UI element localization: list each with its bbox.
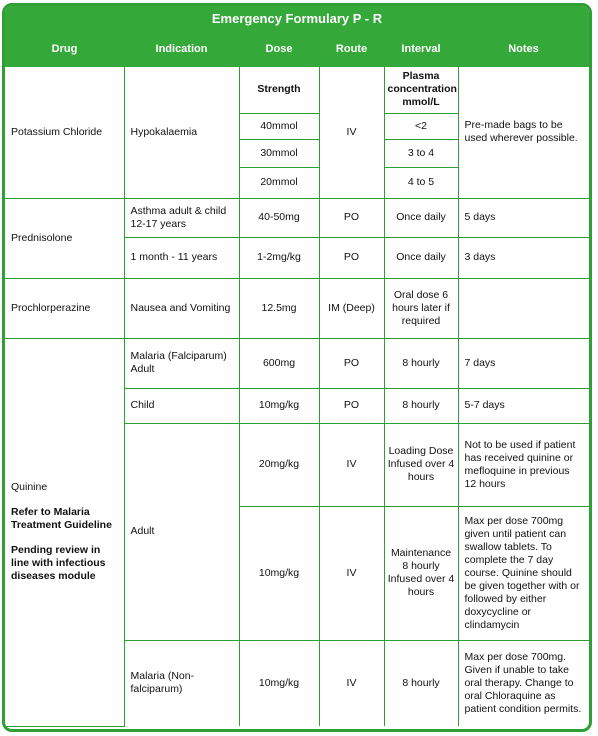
dose-subheader: Strength xyxy=(239,67,319,113)
notes-cell: 5 days xyxy=(458,198,589,237)
dose-cell: 40-50mg xyxy=(239,198,319,237)
route-cell: PO xyxy=(319,338,384,388)
interval-cell: 8 hourly xyxy=(384,640,458,726)
col-header-notes: Notes xyxy=(508,43,539,55)
indication-cell: 1 month - 11 years xyxy=(124,237,239,278)
indication-cell: Adult xyxy=(124,423,239,640)
drug-cell xyxy=(5,338,124,726)
formulary-table-frame xyxy=(2,3,592,732)
notes-cell: Not to be used if patient has received quinine or mefloquine in previous 12 hours xyxy=(458,423,589,506)
notes-cell: 3 days xyxy=(458,237,589,278)
table-row xyxy=(5,67,589,113)
dose-cell: 1-2mg/kg xyxy=(239,237,319,278)
col-header-dose: Dose xyxy=(265,43,293,55)
indication-cell: Malaria (Falciparum) Adult xyxy=(124,338,239,388)
column-headers xyxy=(5,31,589,67)
review-pending-note: Pending review in line with infectious diseases module xyxy=(11,544,106,582)
notes-cell: 5-7 days xyxy=(458,388,589,423)
interval-cell: Oral dose 6 hours later if required xyxy=(384,278,458,338)
drug-cell: Potassium Chloride xyxy=(5,67,124,198)
route-cell: IV xyxy=(319,506,384,640)
dose-cell: 10mg/kg xyxy=(239,388,319,423)
table-row xyxy=(5,278,589,338)
interval-cell: Once daily xyxy=(384,198,458,237)
interval-cell: 4 to 5 xyxy=(384,167,458,198)
formulary-table xyxy=(5,67,589,727)
notes-cell xyxy=(458,278,589,338)
col-header-indication: Indication xyxy=(155,43,208,55)
interval-cell: Loading Dose Infused over 4 hours xyxy=(384,423,458,506)
malaria-guideline-note: Refer to Malaria Treatment Guideline xyxy=(11,506,112,531)
indication-cell: Malaria (Non-falciparum) xyxy=(124,640,239,726)
drug-name: Quinine xyxy=(11,481,48,493)
interval-cell: <2 xyxy=(384,113,458,139)
dose-cell: 600mg xyxy=(239,338,319,388)
route-cell: IV xyxy=(319,67,384,198)
route-cell: IV xyxy=(319,423,384,506)
route-cell: PO xyxy=(319,198,384,237)
dose-cell: 20mg/kg xyxy=(239,423,319,506)
notes-cell: Pre-made bags to be used wherever possible. xyxy=(458,67,589,198)
interval-cell: 3 to 4 xyxy=(384,139,458,167)
indication-cell: Asthma adult & child 12-17 years xyxy=(124,198,239,237)
indication-cell: Nausea and Vomiting xyxy=(124,278,239,338)
interval-cell: 8 hourly xyxy=(384,338,458,388)
col-header-interval: Interval xyxy=(401,43,441,55)
notes-cell: 7 days xyxy=(458,338,589,388)
notes-cell: Max per dose 700mg. Given if unable to take oral therapy. Change to oral Chloraquine as patient condition permits. xyxy=(458,640,589,726)
dose-cell: 30mmol xyxy=(239,139,319,167)
route-cell: PO xyxy=(319,237,384,278)
table-header xyxy=(5,6,589,67)
interval-cell: 8 hourly xyxy=(384,388,458,423)
indication-cell: Child xyxy=(124,388,239,423)
dose-cell: 20mmol xyxy=(239,167,319,198)
drug-cell: Prochlorperazine xyxy=(5,278,124,338)
table-row xyxy=(5,198,589,237)
dose-cell: 10mg/kg xyxy=(239,640,319,726)
indication-cell: Hypokalaemia xyxy=(124,67,239,198)
route-cell: IM (Deep) xyxy=(319,278,384,338)
table-row xyxy=(5,338,589,388)
col-header-drug: Drug xyxy=(51,43,78,55)
drug-cell: Prednisolone xyxy=(5,198,124,278)
dose-cell: 10mg/kg xyxy=(239,506,319,640)
notes-cell: Max per dose 700mg given until patient can swallow tablets. To complete the 7 day course. Quinine should be given together with or followed by either doxycycline or clindamycin xyxy=(458,506,589,640)
table-title: Emergency Formulary P - R xyxy=(211,11,383,26)
route-cell: PO xyxy=(319,388,384,423)
interval-cell: Maintenance 8 hourly Infused over 4 hours xyxy=(384,506,458,640)
interval-cell: Once daily xyxy=(384,237,458,278)
dose-cell: 40mmol xyxy=(239,113,319,139)
col-header-route: Route xyxy=(335,43,368,55)
route-cell: IV xyxy=(319,640,384,726)
interval-subheader: Plasma concentration mmol/L xyxy=(384,67,458,113)
dose-cell: 12.5mg xyxy=(239,278,319,338)
